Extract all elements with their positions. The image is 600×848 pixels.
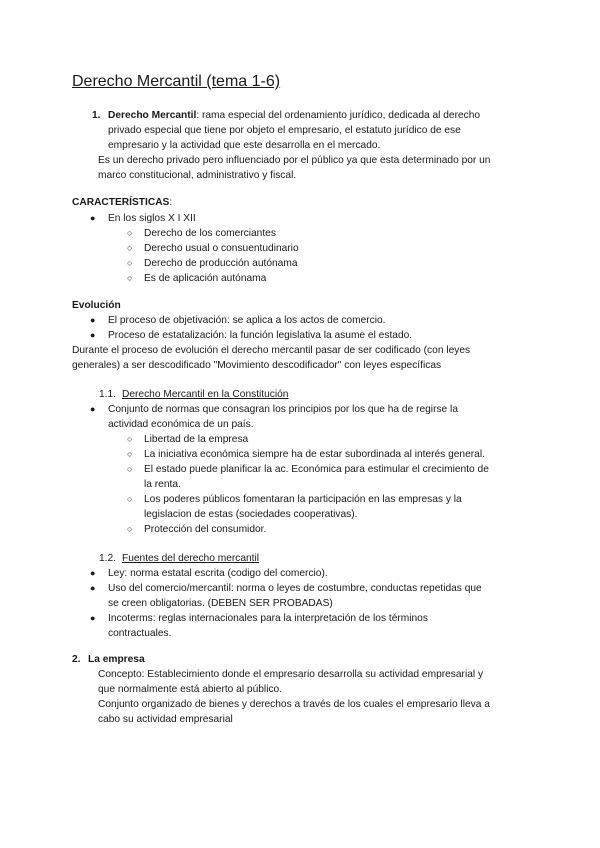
bullet-icon: ● — [90, 613, 96, 623]
constitution-principle: Libertad de la empresa — [144, 434, 249, 445]
section-1-2-number: 1.2. — [99, 553, 116, 564]
constitution-principle-continued: la renta. — [144, 479, 181, 490]
bullet-icon: ● — [90, 404, 96, 414]
section-2-line: que normalmente está abierto al público. — [98, 684, 283, 695]
constitution-principle: Protección del consumidor. — [144, 524, 267, 535]
section-2-heading: La empresa — [88, 654, 145, 665]
section-1-note-line-2: marco constitucional, administrativo y fiscal. — [98, 170, 297, 181]
characteristics-sub-item: Derecho de los comerciantes — [144, 228, 276, 239]
section-1-1-bullet-line-2: actividad económica de un país. — [108, 419, 254, 430]
section-1-definition-start: : rama especial del ordenamiento jurídico, dedicada al derecho — [196, 110, 481, 121]
circle-bullet-icon: ○ — [127, 228, 133, 238]
section-1-1-heading: Derecho Mercantil en la Constitución — [122, 389, 289, 400]
circle-bullet-icon: ○ — [127, 243, 133, 253]
bullet-icon: ● — [90, 568, 96, 578]
circle-bullet-icon: ○ — [127, 494, 133, 504]
bullet-icon: ● — [90, 315, 96, 325]
characteristics-sub-item: Derecho usual o consuentudinario — [144, 243, 299, 254]
circle-bullet-icon: ○ — [127, 524, 133, 534]
evolution-paragraph-line-2: generales) a ser descodificado "Movimiento descodificador" con leyes específicas — [72, 360, 442, 371]
constitution-principle: La iniciativa económica siempre ha de estar subordinada al interés general. — [144, 449, 485, 460]
constitution-principle-continued: legislacion de estas (sociedades cooperativas). — [144, 509, 358, 520]
section-2-line: Conjunto organizado de bienes y derechos a través de los cuales el empresario lleva a — [98, 699, 490, 710]
sources-bullet: Uso del comercio/mercantil: norma o leyes de costumbre, conductas repetidas que — [108, 583, 482, 594]
circle-bullet-icon: ○ — [127, 434, 133, 444]
section-1-term: Derecho Mercantil — [108, 110, 197, 121]
characteristics-heading-text: CARACTERÍSTICAS — [72, 197, 170, 208]
sources-bullet-continued: contractuales. — [108, 628, 172, 639]
characteristics-bullet: En los siglos X I XII — [108, 213, 196, 224]
evolution-heading: Evolución — [72, 300, 121, 311]
page-title: Derecho Mercantil (tema 1-6) — [72, 73, 281, 90]
section-1-2-heading: Fuentes del derecho mercantil — [122, 553, 260, 564]
section-1-number: 1. — [92, 110, 101, 121]
section-2-number: 2. — [72, 654, 81, 665]
characteristics-heading — [72, 195, 172, 210]
section-1-note-line-1: Es un derecho privado pero influenciado por el público ya que esta determinado por un — [98, 155, 491, 166]
constitution-principle: El estado puede planificar la ac. Económica para estimular el crecimiento de — [144, 464, 489, 475]
bullet-icon: ● — [90, 213, 96, 223]
characteristics-colon: : — [169, 197, 173, 208]
bullet-icon: ● — [90, 583, 96, 593]
section-1-definition-line-1 — [108, 108, 480, 123]
constitution-principle: Los poderes públicos fomentaran la participación en las empresas y la — [144, 494, 462, 505]
section-2-line: cabo su actividad empresarial — [98, 714, 233, 725]
evolution-bullet: El proceso de objetivación: se aplica a los actos de comercio. — [108, 315, 386, 326]
section-1-1-bullet-line-1: Conjunto de normas que consagran los principios por los que ha de regirse la — [108, 404, 458, 415]
circle-bullet-icon: ○ — [127, 273, 133, 283]
characteristics-sub-item: Es de aplicación autónama — [144, 273, 267, 284]
characteristics-sub-item: Derecho de producción autónama — [144, 258, 298, 269]
section-1-definition-line-3: empresario y la actividad que este desarrolla en el mercado. — [108, 140, 381, 151]
bullet-icon: ● — [90, 330, 96, 340]
evolution-paragraph-line-1: Durante el proceso de evolución el derecho mercantil pasar de ser codificado (con leyes — [72, 345, 471, 356]
section-2-line: Concepto: Establecimiento donde el empresario desarrolla su actividad empresarial y — [98, 669, 484, 680]
section-1-definition-line-2: privado especial que tiene por objeto el empresario, el estatuto jurídico de ese — [108, 125, 461, 136]
circle-bullet-icon: ○ — [127, 449, 133, 459]
circle-bullet-icon: ○ — [127, 464, 133, 474]
section-1-1-number: 1.1. — [99, 389, 116, 400]
circle-bullet-icon: ○ — [127, 258, 133, 268]
sources-bullet-continued: se creen obligatorias. (DEBEN SER PROBADAS) — [108, 598, 333, 609]
sources-bullet: Incoterms: reglas internacionales para la interpretación de los términos — [108, 613, 428, 624]
sources-bullet: Ley: norma estatal escrita (codigo del comercio). — [108, 568, 328, 579]
evolution-bullet: Proceso de estatalización: la función legislativa la asume el estado. — [108, 330, 413, 341]
